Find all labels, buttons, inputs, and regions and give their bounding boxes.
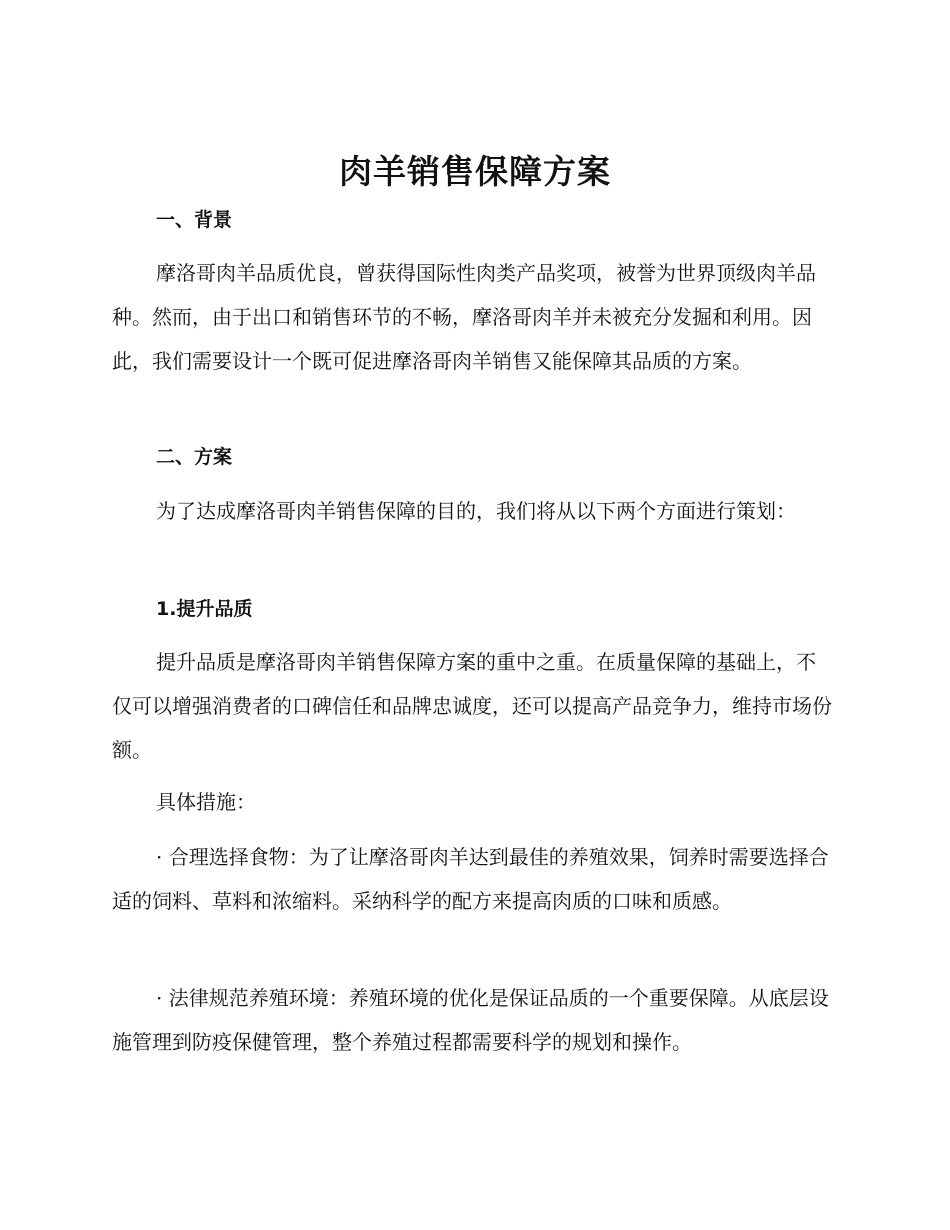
plan-intro-paragraph: 为了达成摩洛哥肉羊销售保障的目的，我们将从以下两个方面进行策划： (156, 499, 796, 523)
document-title: 肉羊销售保障方案 (339, 152, 611, 191)
subsection-heading-quality: 1.提升品质 (156, 598, 253, 620)
background-paragraph: 摩洛哥肉羊品质优良，曾获得国际性肉类产品奖项，被誉为世界顶级肉羊品种。然而，由于出口和销售环节的不畅，摩洛哥肉羊并未被充分发掘和利用。因此，我们需要设计一个既可促进摩洛哥肉羊销售又能保障其品质的方案。 (112, 261, 816, 373)
quality-paragraph: 提升品质是摩洛哥肉羊销售保障方案的重中之重。在质量保障的基础上，不仅可以增强消费者的口碑信任和品牌忠诚度，还可以提高产品竞争力，维持市场份额。 (112, 650, 832, 762)
section-heading-plan: 二、方案 (156, 446, 233, 468)
measure-item-environment: · 法律规范养殖环境：养殖环境的优化是保证品质的一个重要保障。从底层设施管理到防疫保健管理，整个养殖过程都需要科学的规划和操作。 (112, 986, 829, 1054)
measures-label: 具体措施： (156, 790, 256, 814)
section-heading-background: 一、背景 (156, 209, 233, 231)
measure-item-food: · 合理选择食物：为了让摩洛哥肉羊达到最佳的养殖效果，饲养时需要选择合适的饲料、草料和浓缩料。采纳科学的配方来提高肉质的口味和质感。 (112, 845, 829, 913)
